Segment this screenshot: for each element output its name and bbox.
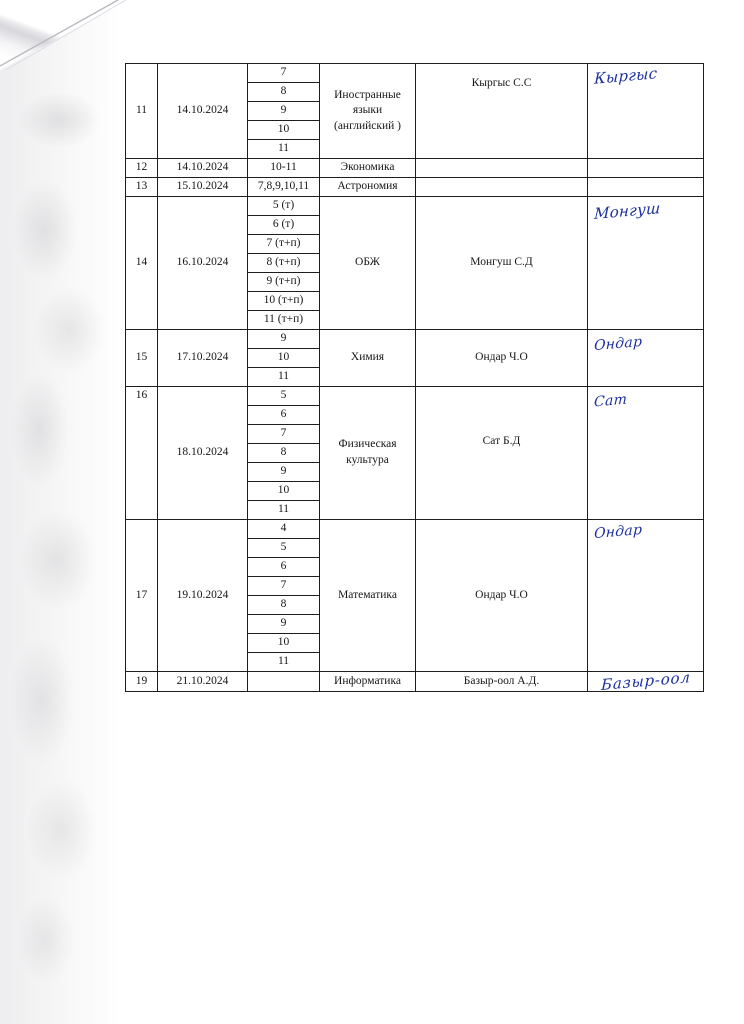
cell-number: 11	[126, 64, 158, 159]
cell-class: 7	[248, 425, 320, 444]
cell-class: 11	[248, 653, 320, 672]
cell-signature	[588, 64, 704, 159]
cell-class: 6 (т)	[248, 216, 320, 235]
cell-class	[248, 672, 320, 692]
cell-subject: Математика	[320, 520, 416, 672]
cell-number: 13	[126, 178, 158, 197]
signature-mark: Кыргыс	[593, 64, 658, 88]
cell-number: 16	[126, 387, 158, 520]
cell-subject	[320, 64, 416, 159]
signature-mark: Базыр-оол	[600, 668, 691, 694]
cell-class: 6	[248, 558, 320, 577]
cell-subject: Информатика	[320, 672, 416, 692]
cell-signature	[588, 520, 704, 672]
cell-class: 8	[248, 444, 320, 463]
table-row	[126, 330, 704, 349]
cell-class: 5	[248, 387, 320, 406]
cell-class: 8 (т+п)	[248, 254, 320, 273]
table-row	[126, 159, 704, 178]
signature-mark: Монгуш	[593, 199, 661, 223]
cell-date: 14.10.2024	[158, 159, 248, 178]
cell-teacher: Ондар Ч.О	[416, 520, 588, 672]
table-row	[126, 197, 704, 216]
cell-signature	[588, 178, 704, 197]
cell-teacher	[416, 159, 588, 178]
table-row	[126, 520, 704, 539]
cell-number: 14	[126, 197, 158, 330]
cell-date: 21.10.2024	[158, 672, 248, 692]
cell-date: 15.10.2024	[158, 178, 248, 197]
cell-date: 16.10.2024	[158, 197, 248, 330]
cell-date: 14.10.2024	[158, 64, 248, 159]
cell-subject: Экономика	[320, 159, 416, 178]
cell-class: 7	[248, 577, 320, 596]
cell-class: 7 (т+п)	[248, 235, 320, 254]
cell-class: 10	[248, 121, 320, 140]
cell-class: 7,8,9,10,11	[248, 178, 320, 197]
table-row	[126, 178, 704, 197]
cell-teacher	[416, 387, 588, 520]
cell-class: 5	[248, 539, 320, 558]
cell-teacher: Монгуш С.Д	[416, 197, 588, 330]
table-row	[126, 672, 704, 692]
cell-number: 12	[126, 159, 158, 178]
cell-subject: Химия	[320, 330, 416, 387]
cell-signature	[588, 668, 704, 694]
cell-class: 11	[248, 140, 320, 159]
cell-class: 9	[248, 463, 320, 482]
cell-subject: Астрономия	[320, 178, 416, 197]
cell-class: 8	[248, 596, 320, 615]
subject-line: Иностранные	[334, 88, 401, 101]
cell-subject: ОБЖ	[320, 197, 416, 330]
cell-signature	[588, 387, 704, 520]
schedule-table-container	[125, 63, 703, 692]
cell-subject	[320, 387, 416, 520]
cell-class: 10-11	[248, 159, 320, 178]
cell-class: 10	[248, 482, 320, 501]
cell-number: 15	[126, 330, 158, 387]
subject-line: языки	[352, 104, 383, 117]
cell-class: 9	[248, 615, 320, 634]
cell-class: 11	[248, 368, 320, 387]
subject-line: Физическая	[338, 438, 397, 451]
cell-date: 18.10.2024	[158, 387, 248, 520]
cell-signature	[588, 159, 704, 178]
cell-number: 19	[126, 672, 158, 692]
cell-date: 17.10.2024	[158, 330, 248, 387]
cell-class: 10	[248, 349, 320, 368]
cell-class: 8	[248, 83, 320, 102]
signature-mark: Сат	[593, 391, 628, 411]
cell-class: 4	[248, 520, 320, 539]
schedule-table	[125, 63, 704, 692]
cell-teacher	[416, 64, 588, 159]
table-row	[126, 64, 704, 83]
cell-class: 11 (т+п)	[248, 311, 320, 330]
cell-teacher: Ондар Ч.О	[416, 330, 588, 387]
cell-teacher	[416, 178, 588, 197]
cell-class: 11	[248, 501, 320, 520]
cell-date: 19.10.2024	[158, 520, 248, 672]
cell-class: 9 (т+п)	[248, 273, 320, 292]
cell-signature	[588, 330, 704, 387]
signature-mark: Ондар	[593, 333, 643, 355]
cell-class: 7	[248, 64, 320, 83]
cell-class: 9	[248, 102, 320, 121]
cell-class: 6	[248, 406, 320, 425]
table-row	[126, 387, 704, 406]
signature-mark: Ондар	[593, 521, 643, 543]
cell-class: 5 (т)	[248, 197, 320, 216]
cell-teacher: Базыр-оол А.Д.	[416, 672, 588, 692]
teacher-name: Кыргыс С.С	[471, 77, 532, 89]
cell-class: 9	[248, 330, 320, 349]
cell-signature	[588, 197, 704, 330]
teacher-name: Сат Б.Д	[482, 435, 521, 447]
cell-class: 10 (т+п)	[248, 292, 320, 311]
subject-line: (английский )	[334, 119, 401, 132]
cell-class: 10	[248, 634, 320, 653]
subject-line: культура	[346, 454, 389, 466]
cell-number: 17	[126, 520, 158, 672]
